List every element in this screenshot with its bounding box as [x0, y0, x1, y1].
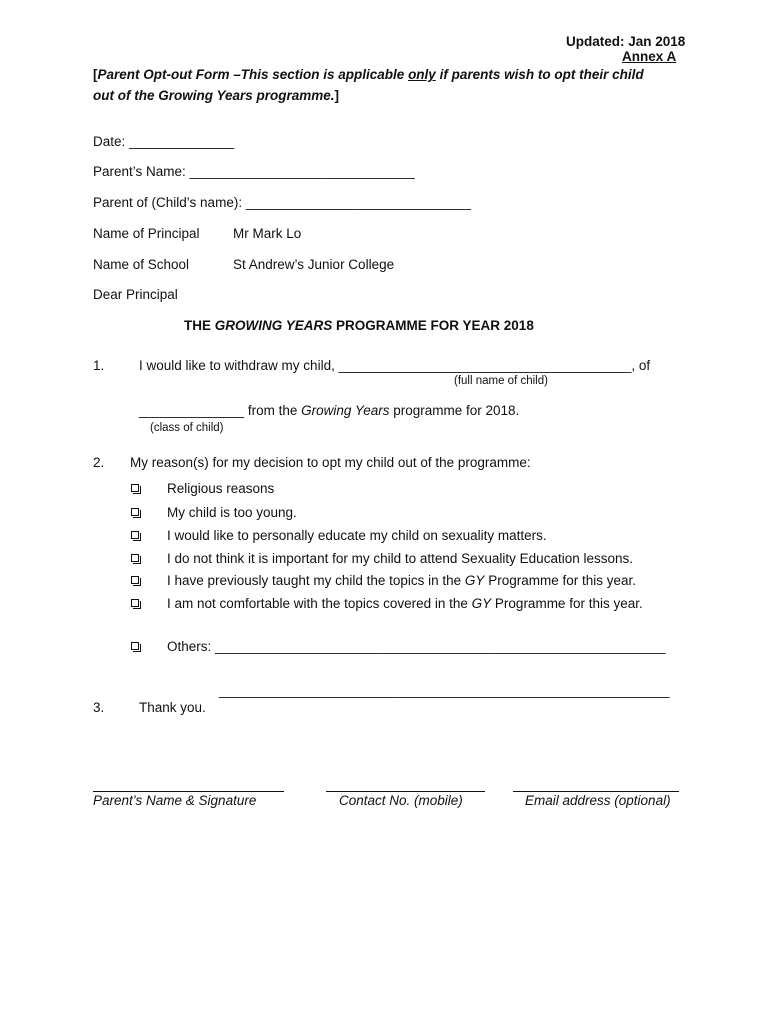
reason-label-not-important: I do not think it is important for my child to attend Sexuality Education lessons.	[167, 551, 633, 566]
contact-number-line[interactable]	[326, 791, 485, 792]
reason-text-gy: GY	[464, 573, 485, 588]
school-label: Name of School	[93, 257, 190, 272]
reason-text-post: Programme for this year.	[491, 596, 643, 611]
title-suffix: PROGRAMME FOR YEAR 2018	[332, 318, 534, 333]
reason-text-pre: I have previously taught my child the topics in the	[167, 573, 465, 588]
reason-label-religious: Religious reasons	[167, 481, 275, 496]
intro-text-1: Parent Opt-out Form –This section is applicable	[97, 67, 409, 82]
intro-only: only	[408, 67, 436, 82]
date-field[interactable]: Date: ______________	[93, 134, 235, 149]
bracket-close: ]	[334, 88, 340, 103]
item-2-number: 2.	[93, 455, 105, 470]
reason-checkbox-not-important[interactable]	[131, 554, 139, 562]
reason-label-too-young: My child is too young.	[167, 505, 297, 520]
reason-checkbox-previously-taught[interactable]	[131, 576, 139, 584]
child-name-hint: (full name of child)	[454, 375, 548, 387]
reason-label-personally-educate: I would like to personally educate my child on sexuality matters.	[167, 528, 547, 543]
class-field[interactable]: ______________	[139, 403, 245, 418]
email-address-line[interactable]	[513, 791, 679, 792]
intro-text-3: out of the Growing Years programme.	[93, 88, 335, 103]
form-title	[184, 318, 534, 333]
contact-number-label: Contact No. (mobile)	[339, 793, 463, 808]
principal-value: Mr Mark Lo	[233, 226, 302, 241]
title-emphasis: GROWING YEARS	[214, 318, 333, 333]
parent-signature-label: Parent’s Name & Signature	[93, 793, 257, 808]
bracket-open: [	[93, 67, 98, 82]
salutation: Dear Principal	[93, 287, 178, 302]
programme-suffix: programme for 2018.	[389, 403, 520, 418]
reason-text-pre: I am not comfortable with the topics covered in the	[167, 596, 472, 611]
intro-line-1	[93, 67, 644, 82]
others-field[interactable]: Others: ____________________________________________________________	[167, 639, 666, 654]
email-address-label: Email address (optional)	[525, 793, 671, 808]
from-text: from the	[244, 403, 302, 418]
reason-label-previously-taught	[167, 573, 636, 588]
class-line	[139, 403, 519, 418]
reason-text-post: Programme for this year.	[484, 573, 636, 588]
school-value: St Andrew’s Junior College	[233, 257, 395, 272]
intro-text-2: if parents wish to opt their child	[435, 67, 644, 82]
others-field-line-2[interactable]: ____________________________________________________________	[219, 683, 670, 698]
reason-checkbox-personally-educate[interactable]	[131, 531, 139, 539]
annex-label: Annex A	[622, 49, 677, 64]
reason-checkbox-others[interactable]	[131, 642, 139, 650]
item-3-number: 3.	[93, 700, 105, 715]
reason-text-gy: GY	[471, 596, 492, 611]
reason-label-not-comfortable	[167, 596, 643, 611]
principal-label: Name of Principal	[93, 226, 200, 241]
child-name-field[interactable]: Parent of (Child’s name): ______________________________	[93, 195, 472, 210]
parent-signature-line[interactable]	[93, 791, 284, 792]
item-1-number: 1.	[93, 358, 105, 373]
reason-checkbox-too-young[interactable]	[131, 508, 139, 516]
parent-name-field[interactable]: Parent’s Name: ______________________________	[93, 164, 415, 179]
class-hint: (class of child)	[150, 422, 224, 434]
reason-checkbox-religious[interactable]	[131, 484, 139, 492]
title-prefix: THE	[184, 318, 215, 333]
updated-date: Updated: Jan 2018	[566, 34, 686, 49]
intro-line-2	[93, 88, 339, 103]
thank-you: Thank you.	[139, 700, 206, 715]
reasons-prompt: My reason(s) for my decision to opt my child out of the programme:	[130, 455, 531, 470]
reason-checkbox-not-comfortable[interactable]	[131, 599, 139, 607]
programme-name: Growing Years	[301, 403, 390, 418]
withdraw-child-field[interactable]: I would like to withdraw my child, _______________________________________, of	[139, 358, 651, 373]
